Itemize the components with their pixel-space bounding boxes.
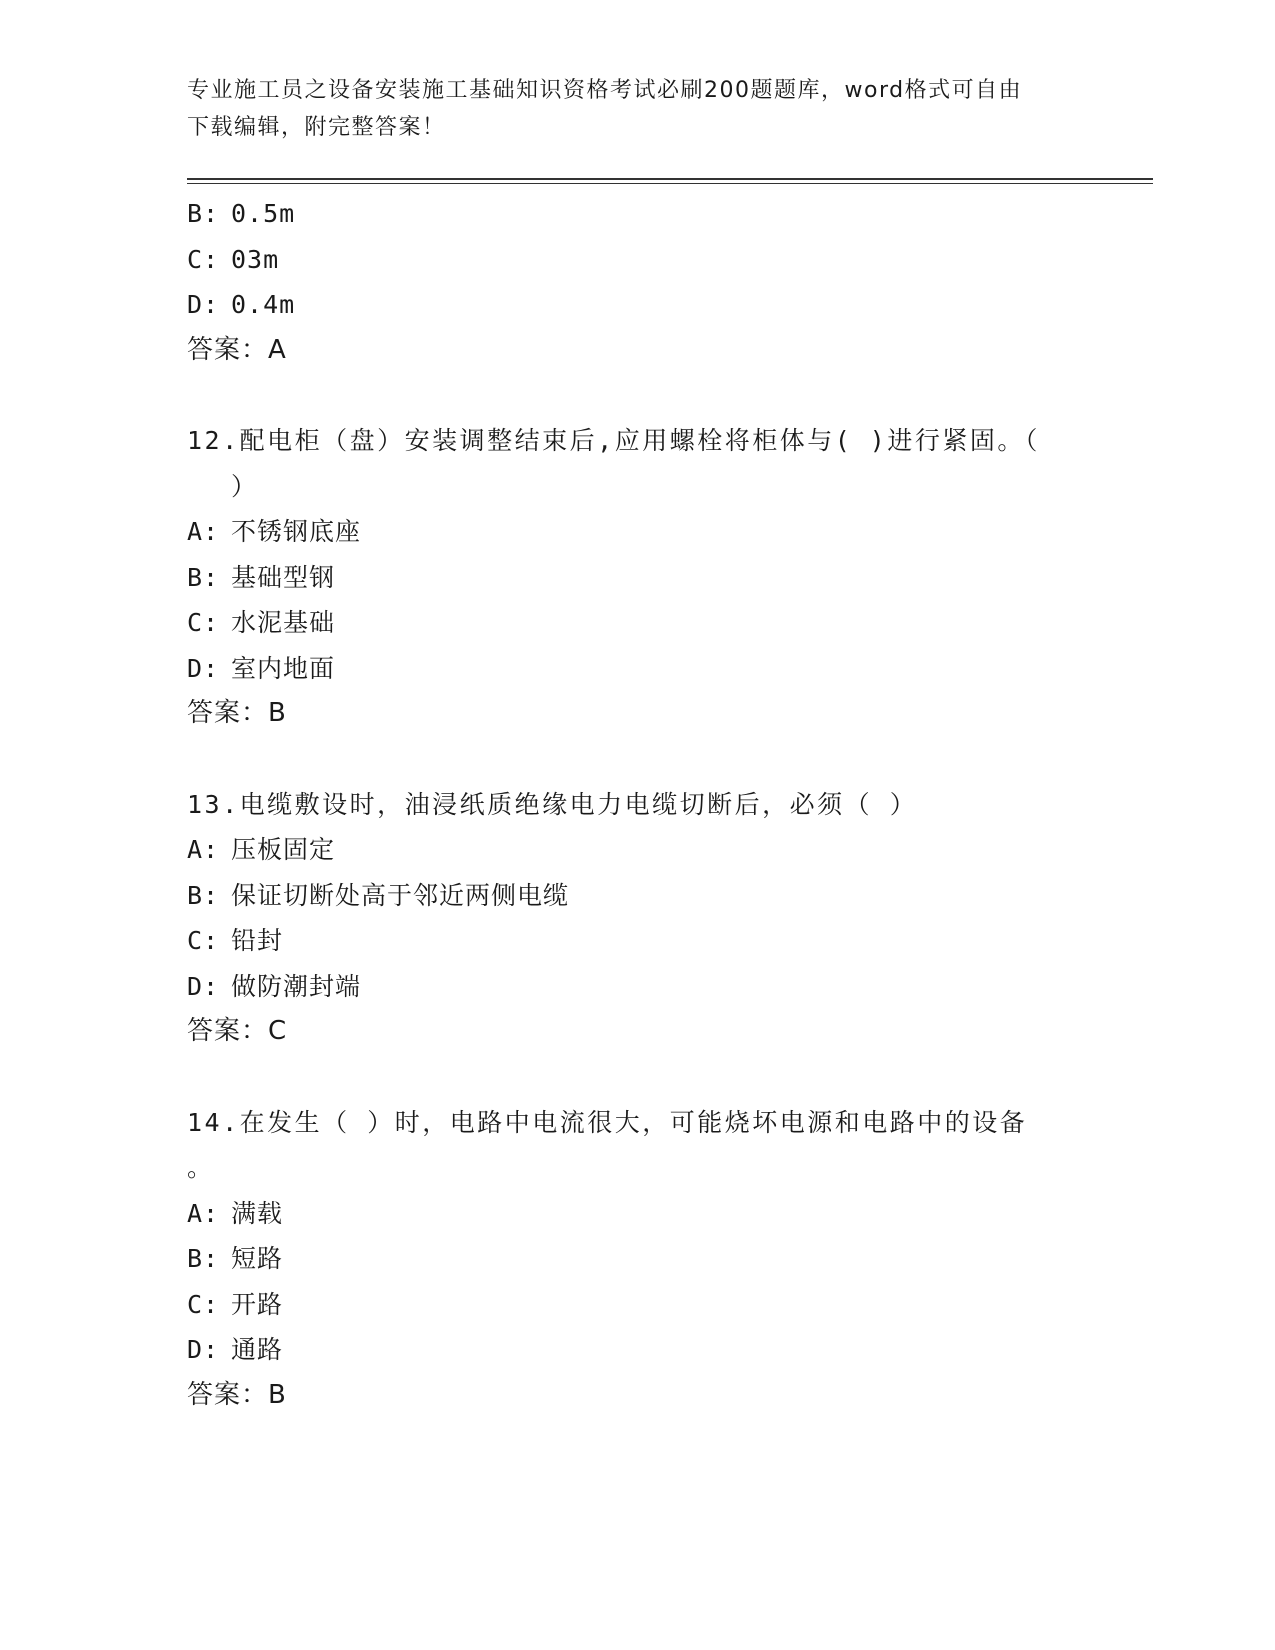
- answer-line: 答案：B: [187, 1379, 287, 1410]
- option-d: [187, 1327, 1087, 1373]
- option-a: [187, 827, 1087, 873]
- option-d: [187, 646, 1087, 692]
- answer-line: 答案：C: [187, 1016, 288, 1046]
- option-letter: B:: [187, 199, 220, 228]
- option-letter: A:: [187, 835, 220, 864]
- option-c: [187, 237, 1087, 283]
- option-letter: C:: [187, 926, 220, 955]
- question-12: [187, 418, 1087, 737]
- option-c: [187, 918, 1087, 964]
- option-letter: D:: [187, 1335, 220, 1364]
- option-text: 压板固定: [231, 835, 336, 864]
- option-b: [187, 1236, 1087, 1282]
- question-stem-continuation: ）: [231, 471, 259, 501]
- option-d: [187, 282, 1087, 328]
- option-text: 开路: [231, 1289, 284, 1319]
- option-letter: C:: [187, 1289, 220, 1319]
- question-spacer: [187, 737, 1087, 782]
- option-text: 0.5m: [231, 199, 296, 228]
- header-divider-thin: [187, 183, 1153, 184]
- option-letter: B:: [187, 880, 220, 910]
- option-letter: A:: [187, 517, 220, 546]
- option-text: 铅封: [231, 926, 284, 955]
- question-stem: 12.配电柜（盘）安装调整结束后,应用螺栓将柜体与( )进行紧固。（: [187, 426, 1040, 455]
- option-a: [187, 509, 1087, 555]
- option-letter: C:: [187, 244, 220, 274]
- option-text: 基础型钢: [231, 562, 336, 592]
- header-divider-thick: [187, 178, 1153, 180]
- question-13: [187, 782, 1087, 1055]
- option-text: 室内地面: [231, 653, 336, 683]
- option-letter: B:: [187, 562, 220, 592]
- option-c: [187, 1282, 1087, 1328]
- option-letter: C:: [187, 608, 220, 637]
- option-letter: A:: [187, 1198, 220, 1228]
- question-14: [187, 1100, 1087, 1419]
- question-spacer: [187, 1055, 1087, 1100]
- question-stem: 13.电缆敷设时，油浸纸质绝缘电力电缆切断后，必须（ ）: [187, 789, 918, 819]
- answer-line: 答案：B: [187, 698, 287, 728]
- option-letter: D:: [187, 290, 220, 319]
- option-text: 做防潮封端: [231, 971, 362, 1001]
- option-text: 0.4m: [231, 290, 296, 319]
- document-header: [187, 72, 1067, 146]
- option-letter: D:: [187, 971, 220, 1001]
- option-text: 通路: [231, 1335, 284, 1364]
- option-letter: D:: [187, 653, 220, 683]
- option-b: [187, 191, 1087, 237]
- question-list: [187, 191, 1087, 1418]
- option-b: [187, 873, 1087, 919]
- question-spacer: [187, 373, 1087, 418]
- option-letter: B:: [187, 1244, 220, 1273]
- option-a: [187, 1191, 1087, 1237]
- option-text: 保证切断处高于邻近两侧电缆: [231, 880, 570, 910]
- option-b: [187, 555, 1087, 601]
- option-text: 03m: [231, 244, 280, 274]
- option-text: 满载: [231, 1198, 284, 1228]
- question-stem: 14.在发生（ ）时，电路中电流很大，可能烧坏电源和电路中的设备: [187, 1107, 1028, 1137]
- option-text: 水泥基础: [231, 608, 336, 637]
- option-text: 不锈钢底座: [231, 517, 362, 546]
- option-text: 短路: [231, 1244, 284, 1273]
- answer-line: 答案：A: [187, 334, 287, 365]
- option-c: [187, 600, 1087, 646]
- question-11: [187, 191, 1087, 373]
- question-stem-continuation: 。: [187, 1153, 215, 1182]
- option-d: [187, 964, 1087, 1010]
- header-title-line1: 专业施工员之设备安装施工基础知识资格考试必刷200题题库，word格式可自由: [187, 78, 1023, 103]
- header-title-line2: 下载编辑，附完整答案！: [187, 115, 446, 140]
